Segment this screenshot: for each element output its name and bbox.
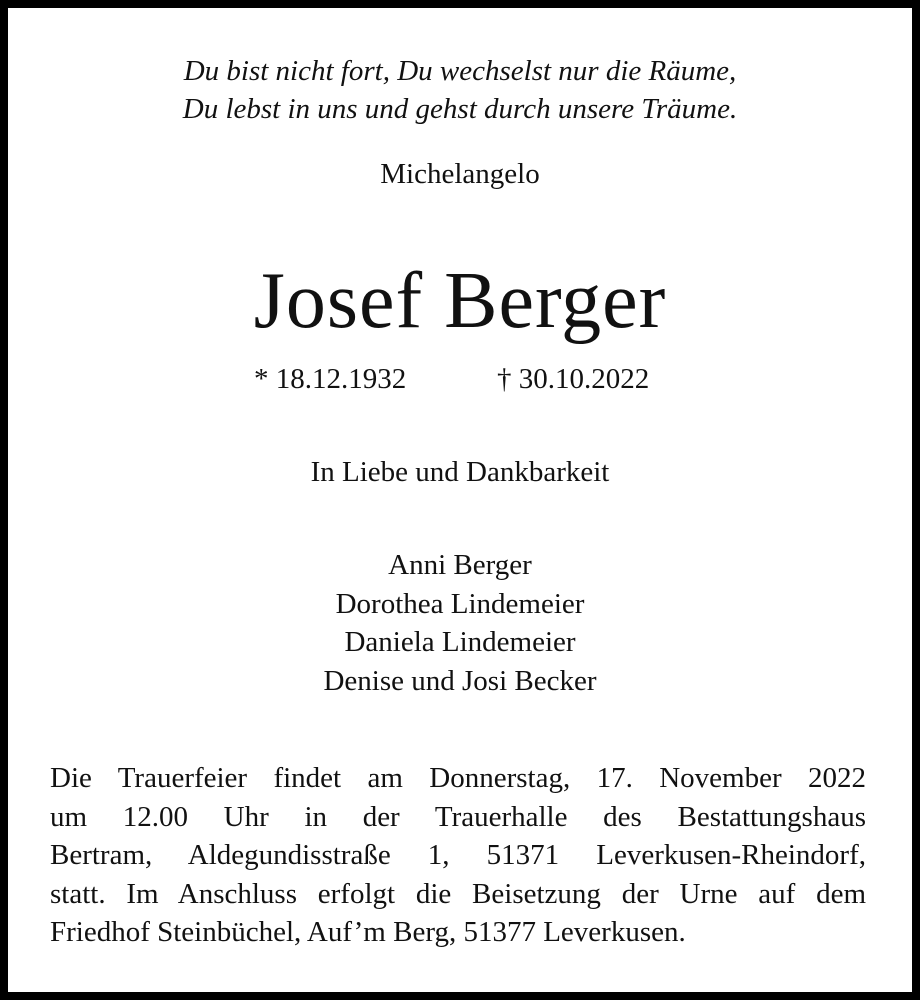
funeral-notice-line: Die Trauerfeier findet am Donnerstag, 17. November 2022 bbox=[50, 762, 866, 794]
mourners-list bbox=[0, 546, 920, 700]
funeral-notice-line: Friedhof Steinbüchel, Auf’m Berg, 51377 Leverkusen. bbox=[50, 916, 686, 948]
funeral-notice bbox=[50, 759, 866, 952]
dedication-text: In Liebe und Dankbarkeit bbox=[310, 456, 610, 488]
quote-line-2: Du lebst in uns und gehst durch unsere Träume. bbox=[182, 93, 738, 125]
mourner-name: Anni Berger bbox=[388, 549, 532, 581]
deceased-name: Josef Berger bbox=[253, 257, 667, 345]
mourner-name: Daniela Lindemeier bbox=[344, 626, 576, 658]
quote-author: Michelangelo bbox=[380, 158, 540, 190]
memorial-quote bbox=[0, 52, 920, 128]
death-date: † 30.10.2022 bbox=[497, 363, 650, 395]
mourner-name: Dorothea Lindemeier bbox=[335, 587, 585, 620]
quote-line-1: Du bist nicht fort, Du wechselst nur die Räume, bbox=[183, 55, 737, 87]
funeral-notice-line: um 12.00 Uhr in der Trauerhalle des Bestattungshaus bbox=[50, 800, 866, 833]
funeral-notice-line: Bertram, Aldegundisstraße 1, 51371 Leverkusen-Rheindorf, bbox=[50, 839, 866, 871]
mourner-name: Denise und Josi Becker bbox=[323, 664, 597, 697]
funeral-notice-line: statt. Im Anschluss erfolgt die Beisetzung der Urne auf dem bbox=[50, 877, 866, 910]
birth-date: * 18.12.1932 bbox=[254, 363, 407, 395]
